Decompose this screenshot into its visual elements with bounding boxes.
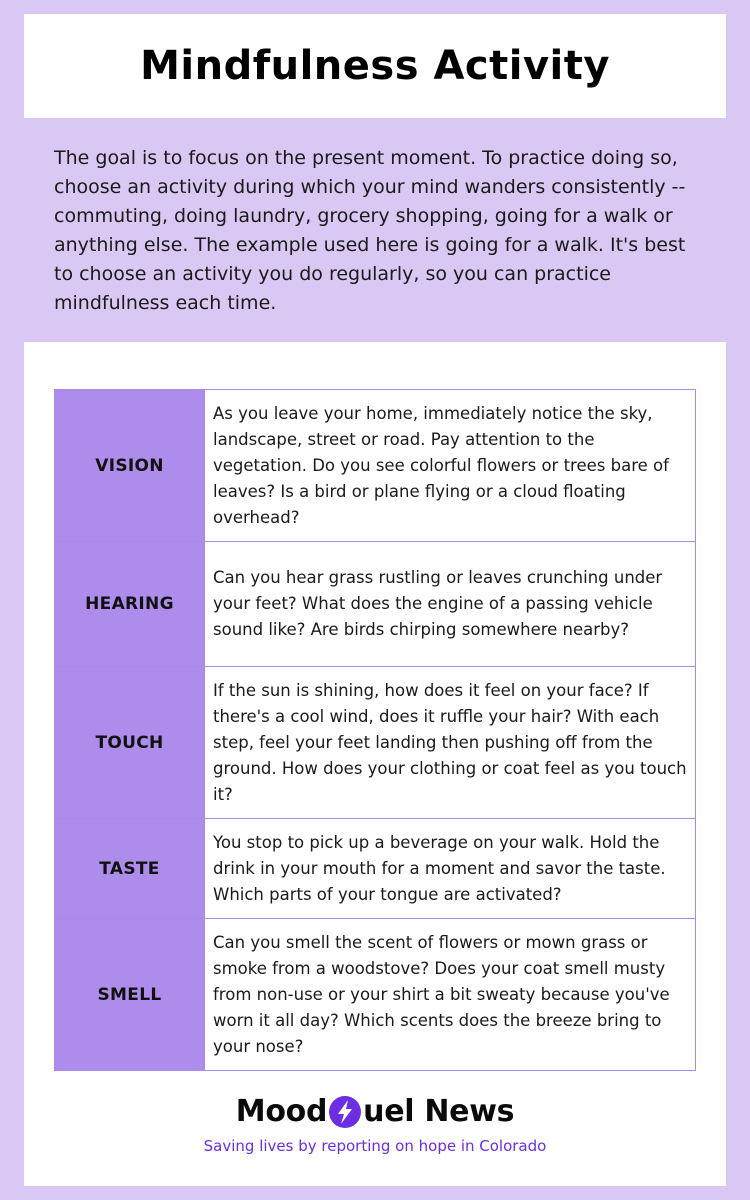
lightning-f-icon: [328, 1095, 362, 1129]
sense-text-vision: As you leave your home, immediately notice the sky, landscape, street or road. Pay attention to the vegetation. Do you see colorful flowers or trees bare of leaves? Is a bird or plane flying or a cloud floating overhead?: [205, 390, 696, 542]
page-title: Mindfulness Activity: [140, 43, 610, 89]
senses-table: [54, 389, 696, 1071]
table-row: [55, 819, 696, 919]
tagline: Saving lives by reporting on hope in Colorado: [203, 1137, 547, 1155]
sense-text-hearing: Can you hear grass rustling or leaves crunching under your feet? What does the engine of a passing vehicle sound like? Are birds chirping somewhere nearby?: [205, 542, 696, 667]
title-box: [24, 14, 726, 118]
table-row: [55, 542, 696, 667]
intro-paragraph: The goal is to focus on the present moment. To practice doing so, choose an activity during which your mind wanders consistently -- commuting, doing laundry, grocery shopping, going for a walk or anything else. The example used here is going for a walk. It's best to choose an activity you do regularly, so you can practice mindfulness each time.: [54, 147, 686, 314]
sense-label-touch: TOUCH: [55, 667, 205, 819]
table-row: [55, 919, 696, 1071]
sense-label-vision: VISION: [55, 390, 205, 542]
footer: [0, 1094, 750, 1155]
sense-label-smell: SMELL: [55, 919, 205, 1071]
table-row: [55, 667, 696, 819]
table-row: [55, 390, 696, 542]
sense-label-hearing: HEARING: [55, 542, 205, 667]
brand-name-part1: Mood: [235, 1094, 328, 1129]
sense-text-taste: You stop to pick up a beverage on your walk. Hold the drink in your mouth for a moment and savor the taste. Which parts of your tongue are activated?: [205, 819, 696, 919]
brand-logo: [236, 1094, 514, 1129]
sense-text-touch: If the sun is shining, how does it feel on your face? If there's a cool wind, does it ruffle your hair? With each step, feel your feet landing then pushing off from the ground. How does your clothing or coat feel as you touch it?: [205, 667, 696, 819]
sense-label-taste: TASTE: [55, 819, 205, 919]
sense-text-smell: Can you smell the scent of flowers or mown grass or smoke from a woodstove? Does your coat smell musty from non-use or your shirt a bit sweaty because you've worn it all day? Which scents does the breeze bring to your nose?: [205, 919, 696, 1071]
intro-band: [0, 118, 750, 342]
brand-name-part2: uel News: [363, 1094, 515, 1129]
